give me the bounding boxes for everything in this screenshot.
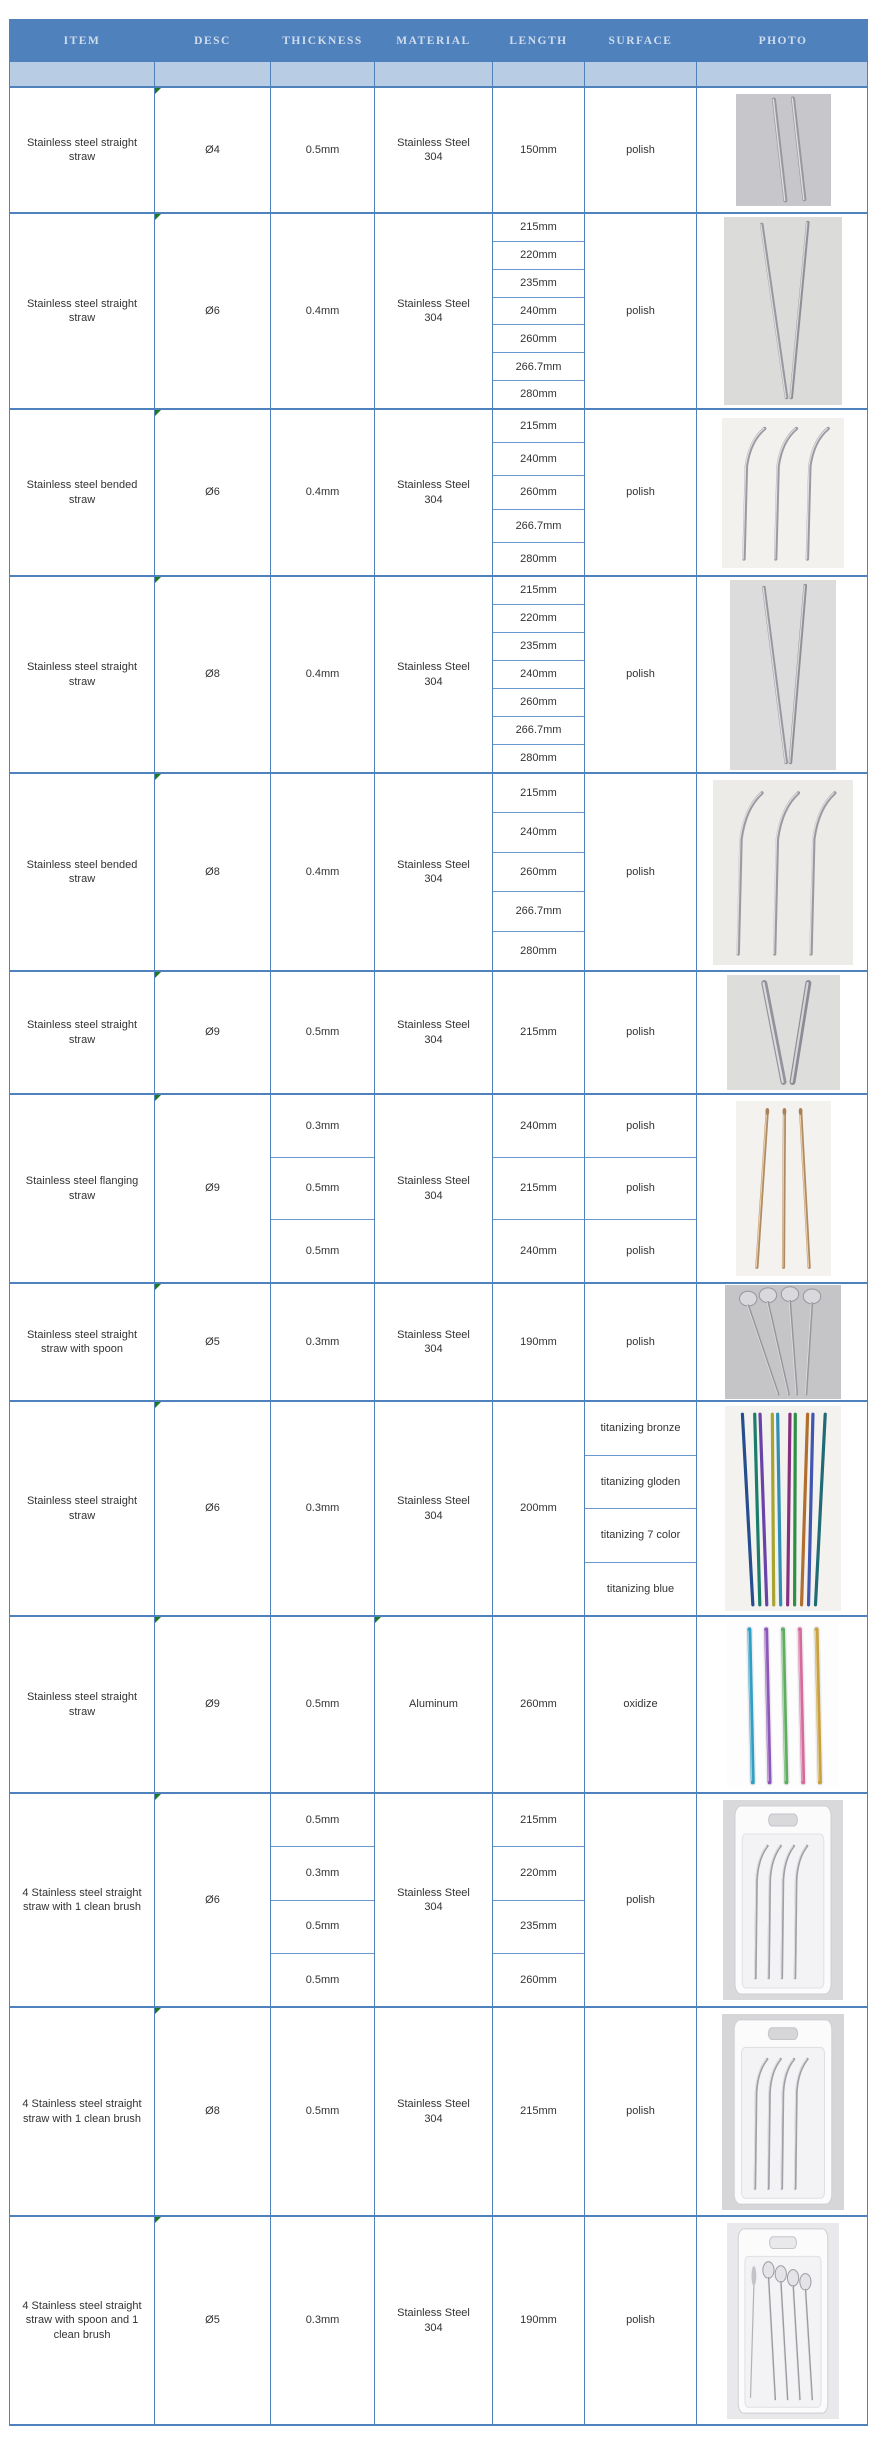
photo-cell <box>696 214 869 408</box>
thickness-value: 0.4mm <box>305 486 340 499</box>
length-value: 215mm <box>520 2105 557 2118</box>
surface-cell <box>584 1402 696 1615</box>
surface-value: polish <box>626 1335 655 1348</box>
product-photo <box>723 1800 843 2000</box>
length-cell <box>492 214 584 408</box>
product-photo <box>736 1101 831 1276</box>
item-name: Stainless steel straight straw with spoon <box>26 1328 138 1355</box>
length-value: 260mm <box>493 324 584 352</box>
product-photo <box>725 1285 841 1399</box>
cell-error-marker-icon <box>155 1402 161 1408</box>
desc-cell <box>154 1794 270 2006</box>
item-name: Stainless steel bended straw <box>26 858 138 885</box>
header-cell-surface: SURFACE <box>584 21 696 61</box>
cell-error-marker-icon <box>155 1617 161 1623</box>
diameter-value: Ø4 <box>205 143 220 156</box>
desc-cell <box>154 774 270 970</box>
length-value: 215mm <box>520 584 557 597</box>
header-cell-item: ITEM <box>63 34 101 47</box>
subheader-empty-row <box>10 61 867 86</box>
diameter-value: Ø9 <box>205 1698 220 1711</box>
item-name: Stainless steel straight straw <box>26 297 138 324</box>
surface-value: polish <box>626 2314 655 2327</box>
surface-cell <box>584 214 696 408</box>
length-value: 240mm <box>493 442 584 475</box>
length-value: 220mm <box>493 1846 584 1899</box>
material-value: Stainless Steel 304 <box>397 1175 470 1202</box>
length-cell <box>492 577 584 772</box>
desc-cell <box>154 1095 270 1282</box>
material-value: Stainless Steel 304 <box>397 1019 470 1046</box>
photo-cell <box>696 1095 869 1282</box>
desc-cell <box>154 410 270 575</box>
photo-cell <box>696 1617 869 1792</box>
product-row <box>10 772 867 970</box>
item-name: Stainless steel straight straw <box>26 661 138 688</box>
product-photo <box>724 217 842 405</box>
photo-cell <box>696 1402 869 1615</box>
length-value: 266.7mm <box>493 352 584 380</box>
item-name: Stainless steel bended straw <box>26 479 138 506</box>
length-value: 190mm <box>520 2314 557 2327</box>
subheader-cell-desc <box>154 62 270 86</box>
product-photo <box>736 94 831 206</box>
desc-cell <box>154 972 270 1093</box>
photo-cell <box>696 88 869 212</box>
photo-cell <box>696 774 869 970</box>
material-value: Stainless Steel 304 <box>397 2307 470 2334</box>
thickness-value: 0.5mm <box>271 1157 374 1220</box>
material-cell <box>374 1095 492 1282</box>
thickness-value: 0.5mm <box>305 1813 340 1826</box>
product-spec-table <box>9 19 868 2426</box>
length-value: 260mm <box>493 852 584 891</box>
length-value: 235mm <box>493 632 584 660</box>
length-value: 220mm <box>493 604 584 632</box>
cell-error-marker-icon <box>155 1095 161 1101</box>
material-cell <box>374 2008 492 2215</box>
diameter-value: Ø8 <box>205 668 220 681</box>
item-name: Stainless steel flanging straw <box>25 1175 139 1202</box>
length-cell <box>492 1402 584 1615</box>
thickness-value: 0.3mm <box>271 1846 374 1899</box>
photo-cell <box>696 972 869 1093</box>
product-row <box>10 2215 867 2424</box>
material-cell <box>374 214 492 408</box>
length-value: 215mm <box>520 787 557 800</box>
product-row <box>10 1093 867 1282</box>
length-value: 200mm <box>520 1502 557 1515</box>
material-value: Stainless Steel 304 <box>397 1328 470 1355</box>
item-cell <box>10 214 154 408</box>
material-cell <box>374 410 492 575</box>
length-value: 280mm <box>493 542 584 575</box>
material-cell <box>374 1284 492 1400</box>
desc-cell <box>154 1617 270 1792</box>
product-row <box>10 1792 867 2006</box>
diameter-value: Ø9 <box>205 1026 220 1039</box>
desc-cell <box>154 2008 270 2215</box>
surface-cell <box>584 774 696 970</box>
length-cell <box>492 1095 584 1282</box>
material-value: Stainless Steel 304 <box>397 297 470 324</box>
thickness-cell <box>270 972 374 1093</box>
length-value: 260mm <box>520 1698 557 1711</box>
material-value: Stainless Steel 304 <box>397 2098 470 2125</box>
desc-cell <box>154 1402 270 1615</box>
length-value: 266.7mm <box>493 891 584 930</box>
thickness-value: 0.4mm <box>305 865 340 878</box>
material-cell <box>374 1402 492 1615</box>
surface-cell <box>584 1617 696 1792</box>
surface-cell <box>584 2217 696 2424</box>
material-cell <box>374 774 492 970</box>
length-value: 215mm <box>520 1813 557 1826</box>
surface-value: oxidize <box>623 1698 658 1711</box>
diameter-value: Ø6 <box>205 1893 220 1906</box>
thickness-value: 0.3mm <box>305 1502 340 1515</box>
item-name: Stainless steel straight straw <box>26 1691 138 1718</box>
length-cell <box>492 774 584 970</box>
material-value: Stainless Steel 304 <box>397 479 470 506</box>
subheader-cell-length <box>492 62 584 86</box>
length-value: 240mm <box>493 812 584 851</box>
surface-value: polish <box>585 1157 696 1220</box>
thickness-cell <box>270 214 374 408</box>
header-cell-length: LENGTH <box>492 21 584 61</box>
length-value: 266.7mm <box>493 716 584 744</box>
cell-error-marker-icon <box>155 1284 161 1290</box>
photo-cell <box>696 2008 869 2215</box>
item-name: 4 Stainless steel straight straw with spoon and 1 clean brush <box>22 2300 142 2341</box>
length-cell <box>492 2217 584 2424</box>
material-value: Stainless Steel 304 <box>397 1495 470 1522</box>
item-name: Stainless steel straight straw <box>26 136 138 163</box>
product-row <box>10 970 867 1093</box>
thickness-cell <box>270 1095 374 1282</box>
length-value: 215mm <box>520 221 557 234</box>
material-cell <box>374 1794 492 2006</box>
thickness-value: 0.5mm <box>305 143 340 156</box>
desc-cell <box>154 2217 270 2424</box>
product-row <box>10 1282 867 1400</box>
material-value: Stainless Steel 304 <box>397 136 470 163</box>
surface-cell <box>584 972 696 1093</box>
material-cell <box>374 972 492 1093</box>
diameter-value: Ø5 <box>205 1335 220 1348</box>
thickness-value: 0.5mm <box>305 1698 340 1711</box>
product-photo <box>730 580 836 770</box>
header-cell-thickness: THICKNESS <box>270 21 374 61</box>
product-row <box>10 575 867 772</box>
product-row <box>10 1615 867 1792</box>
thickness-value: 0.5mm <box>271 1219 374 1282</box>
surface-value: titanizing gloden <box>585 1455 696 1509</box>
length-value: 260mm <box>493 688 584 716</box>
subheader-cell-material <box>374 62 492 86</box>
thickness-cell <box>270 410 374 575</box>
length-value: 280mm <box>493 931 584 970</box>
product-row <box>10 1400 867 1615</box>
cell-error-marker-icon <box>155 214 161 220</box>
product-photo <box>727 975 840 1090</box>
material-cell <box>374 2217 492 2424</box>
length-value: 280mm <box>493 744 584 772</box>
item-cell <box>10 972 154 1093</box>
diameter-value: Ø8 <box>205 865 220 878</box>
diameter-value: Ø6 <box>205 304 220 317</box>
material-value: Stainless Steel 304 <box>397 858 470 885</box>
item-cell <box>10 1402 154 1615</box>
product-photo <box>722 418 844 568</box>
diameter-value: Ø6 <box>205 486 220 499</box>
thickness-cell <box>270 88 374 212</box>
cell-error-marker-icon <box>155 88 161 94</box>
thickness-cell <box>270 774 374 970</box>
length-value: 240mm <box>493 297 584 325</box>
thickness-value: 0.5mm <box>271 1953 374 2006</box>
subheader-cell-item <box>10 62 154 86</box>
length-cell <box>492 410 584 575</box>
product-photo <box>713 780 853 965</box>
thickness-cell <box>270 1402 374 1615</box>
item-name: Stainless steel straight straw <box>26 1019 138 1046</box>
material-value: Stainless Steel 304 <box>397 1886 470 1913</box>
surface-cell <box>584 1284 696 1400</box>
length-value: 220mm <box>493 241 584 269</box>
product-photo <box>727 2223 839 2419</box>
thickness-value: 0.3mm <box>305 2314 340 2327</box>
thickness-value: 0.4mm <box>305 304 340 317</box>
surface-cell <box>584 2008 696 2215</box>
surface-value: polish <box>585 1219 696 1282</box>
product-photo <box>727 1621 839 1789</box>
surface-cell <box>584 1095 696 1282</box>
surface-value: polish <box>626 2105 655 2118</box>
length-cell <box>492 1794 584 2006</box>
thickness-value: 0.5mm <box>305 1026 340 1039</box>
surface-cell <box>584 410 696 575</box>
surface-value: polish <box>626 1026 655 1039</box>
length-cell <box>492 972 584 1093</box>
desc-cell <box>154 214 270 408</box>
surface-cell <box>584 577 696 772</box>
length-value: 240mm <box>493 1219 584 1282</box>
length-value: 150mm <box>520 143 557 156</box>
item-cell <box>10 1794 154 2006</box>
photo-cell <box>696 577 869 772</box>
material-value: Aluminum <box>409 1698 458 1711</box>
subheader-cell-surface <box>584 62 696 86</box>
surface-value: titanizing blue <box>585 1562 696 1616</box>
desc-cell <box>154 1284 270 1400</box>
length-value: 280mm <box>493 380 584 408</box>
surface-value: polish <box>626 486 655 499</box>
cell-error-marker-icon <box>375 1617 381 1623</box>
material-value: Stainless Steel 304 <box>397 661 470 688</box>
product-row <box>10 212 867 408</box>
desc-cell <box>154 88 270 212</box>
header-cell-desc: DESC <box>154 21 270 61</box>
surface-value: polish <box>626 304 655 317</box>
thickness-cell <box>270 2008 374 2215</box>
item-cell <box>10 1617 154 1792</box>
cell-error-marker-icon <box>155 577 161 583</box>
length-value: 240mm <box>520 1119 557 1132</box>
diameter-value: Ø8 <box>205 2105 220 2118</box>
surface-value: polish <box>626 1893 655 1906</box>
header-cell-material: MATERIAL <box>374 21 492 61</box>
diameter-value: Ø5 <box>205 2314 220 2327</box>
item-name: 4 Stainless steel straight straw with 1 clean brush <box>22 2098 142 2125</box>
surface-cell <box>584 88 696 212</box>
photo-cell <box>696 1284 869 1400</box>
material-cell <box>374 88 492 212</box>
thickness-cell <box>270 2217 374 2424</box>
length-value: 240mm <box>493 660 584 688</box>
length-value: 260mm <box>493 1953 584 2006</box>
thickness-value: 0.5mm <box>305 2105 340 2118</box>
thickness-value: 0.3mm <box>305 1335 340 1348</box>
product-row <box>10 408 867 575</box>
surface-value: polish <box>626 143 655 156</box>
material-cell <box>374 577 492 772</box>
thickness-cell <box>270 577 374 772</box>
product-row <box>10 2006 867 2215</box>
product-photo <box>725 1406 841 1611</box>
length-value: 190mm <box>520 1335 557 1348</box>
length-value: 266.7mm <box>493 509 584 542</box>
item-cell <box>10 774 154 970</box>
item-cell <box>10 410 154 575</box>
thickness-cell <box>270 1794 374 2006</box>
surface-cell <box>584 1794 696 2006</box>
thickness-value: 0.5mm <box>271 1900 374 1953</box>
surface-value: polish <box>626 865 655 878</box>
photo-cell <box>696 2217 869 2424</box>
header-row <box>10 21 867 61</box>
diameter-value: Ø9 <box>205 1182 220 1195</box>
thickness-cell <box>270 1284 374 1400</box>
cell-error-marker-icon <box>155 774 161 780</box>
product-photo <box>722 2014 844 2210</box>
surface-value: titanizing bronze <box>600 1422 681 1435</box>
item-name: Stainless steel straight straw <box>26 1495 138 1522</box>
length-cell <box>492 1617 584 1792</box>
cell-error-marker-icon <box>155 410 161 416</box>
item-cell <box>10 2008 154 2215</box>
item-cell <box>10 1284 154 1400</box>
cell-error-marker-icon <box>155 972 161 978</box>
material-cell <box>374 1617 492 1792</box>
surface-value: polish <box>626 668 655 681</box>
length-value: 235mm <box>493 269 584 297</box>
item-cell <box>10 2217 154 2424</box>
length-value: 260mm <box>493 475 584 508</box>
subheader-cell-photo <box>696 62 869 86</box>
thickness-cell <box>270 1617 374 1792</box>
product-row <box>10 86 867 212</box>
length-value: 235mm <box>493 1900 584 1953</box>
header-cell-photo: PHOTO <box>696 21 869 61</box>
cell-error-marker-icon <box>155 2008 161 2014</box>
item-cell <box>10 88 154 212</box>
photo-cell <box>696 1794 869 2006</box>
length-value: 215mm <box>520 419 557 432</box>
diameter-value: Ø6 <box>205 1502 220 1515</box>
cell-error-marker-icon <box>155 2217 161 2223</box>
item-cell <box>10 577 154 772</box>
surface-value: polish <box>626 1119 655 1132</box>
cell-error-marker-icon <box>155 1794 161 1800</box>
desc-cell <box>154 577 270 772</box>
length-value: 215mm <box>520 1026 557 1039</box>
photo-cell <box>696 410 869 575</box>
length-cell <box>492 88 584 212</box>
surface-value: titanizing 7 color <box>585 1508 696 1562</box>
item-cell <box>10 1095 154 1282</box>
item-name: 4 Stainless steel straight straw with 1 clean brush <box>22 1886 142 1913</box>
length-cell <box>492 2008 584 2215</box>
thickness-value: 0.3mm <box>305 1119 340 1132</box>
length-cell <box>492 1284 584 1400</box>
length-value: 215mm <box>493 1157 584 1220</box>
thickness-value: 0.4mm <box>305 668 340 681</box>
subheader-cell-thickness <box>270 62 374 86</box>
